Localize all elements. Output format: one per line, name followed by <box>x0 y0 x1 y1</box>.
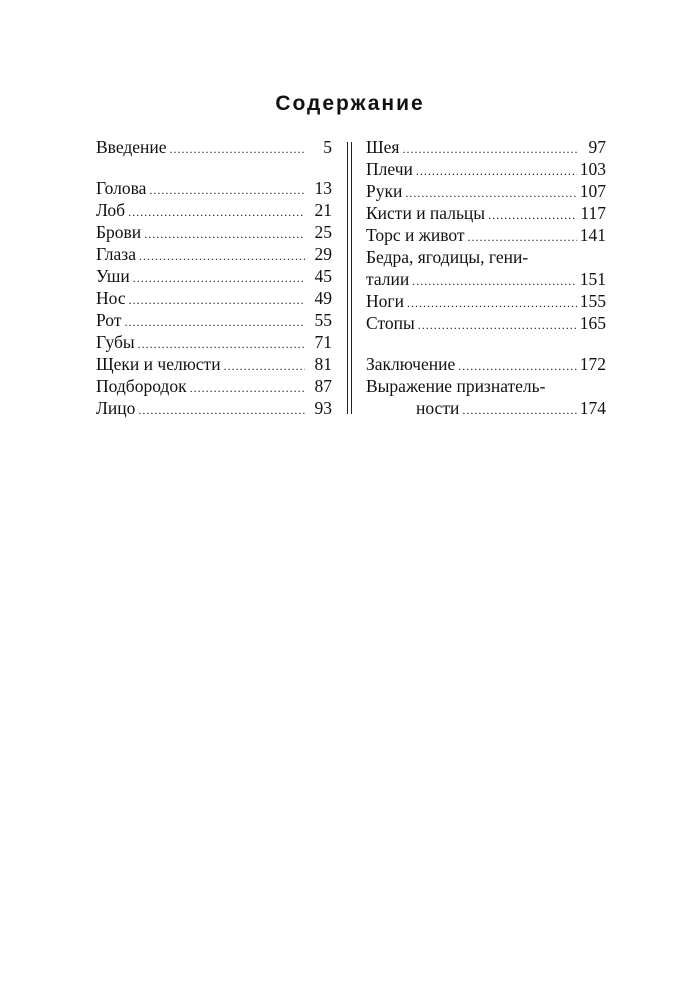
toc-entry-label: Ноги <box>366 291 404 311</box>
column-divider <box>347 142 352 414</box>
toc-entry-label: Лоб <box>96 200 126 220</box>
toc-entry-label: Щеки и челюсти <box>96 354 221 374</box>
toc-gap <box>366 334 606 353</box>
toc-entry[interactable] <box>96 375 332 397</box>
dot-leader <box>418 314 577 336</box>
toc-page-number: 81 <box>314 354 332 374</box>
toc-page-number: 49 <box>314 288 332 308</box>
toc-entry[interactable] <box>96 397 332 419</box>
toc-gap <box>96 158 332 177</box>
toc-entry[interactable] <box>96 309 332 331</box>
toc-entry[interactable] <box>366 202 606 224</box>
toc-page-number: 45 <box>314 266 332 286</box>
toc-entry-label: Введение <box>96 137 167 157</box>
dot-leader <box>224 355 305 377</box>
toc-page-number: 117 <box>580 203 606 223</box>
toc-page-number: 165 <box>579 313 606 333</box>
toc-entry-label: Нос <box>96 288 126 308</box>
dot-leader <box>407 292 577 314</box>
toc-entry[interactable] <box>96 287 332 309</box>
toc-entry[interactable] <box>366 158 606 180</box>
dot-leader <box>402 138 579 160</box>
dot-leader <box>138 399 305 421</box>
toc-entry-label: Брови <box>96 222 142 242</box>
dot-leader <box>124 311 305 333</box>
toc-entry-label: Стопы <box>366 313 415 333</box>
dot-leader <box>190 377 305 399</box>
dot-leader <box>129 289 305 311</box>
toc-page-number: 103 <box>579 159 606 179</box>
toc-entry[interactable] <box>96 177 332 199</box>
toc-right-column <box>366 136 606 419</box>
toc-page-number: 172 <box>579 354 606 374</box>
dot-leader <box>139 245 305 267</box>
dot-leader <box>488 204 577 226</box>
toc-entry-label: Голова <box>96 178 147 198</box>
toc-page-number: 87 <box>314 376 332 396</box>
toc-page-number: 151 <box>579 269 606 289</box>
toc-page-number: 21 <box>314 200 332 220</box>
dot-leader <box>170 138 305 160</box>
dot-leader <box>133 267 305 289</box>
toc-entry-label: Торс и живот <box>366 225 465 245</box>
toc-entry-label: Руки <box>366 181 403 201</box>
toc-entry-label: Шея <box>366 137 400 157</box>
toc-page-number: 13 <box>314 178 332 198</box>
toc-entry[interactable] <box>366 312 606 334</box>
dot-leader <box>458 355 577 377</box>
toc-entry-label-line1: Бедра, ягодицы, гени- <box>366 247 529 267</box>
toc-page-number: 93 <box>314 398 332 418</box>
toc-entry-hips[interactable] <box>366 268 606 290</box>
toc-entry[interactable] <box>96 199 332 221</box>
toc-entry-label: Подбородок <box>96 376 187 396</box>
toc-entry-label: Плечи <box>366 159 413 179</box>
dot-leader <box>462 399 576 421</box>
toc-page-number: 97 <box>588 137 606 157</box>
toc-page-number: 155 <box>579 291 606 311</box>
toc-left-column <box>96 136 332 419</box>
toc-entry-label-line2: талии <box>366 269 410 289</box>
toc-entry-intro[interactable] <box>96 136 332 158</box>
toc-entry[interactable] <box>96 353 332 375</box>
dot-leader <box>416 160 577 182</box>
dot-leader <box>468 226 577 248</box>
toc-entry[interactable] <box>96 331 332 353</box>
toc-entry[interactable] <box>366 180 606 202</box>
toc-page-number: 5 <box>323 137 332 157</box>
dot-leader <box>405 182 576 204</box>
dot-leader <box>144 223 305 245</box>
toc-entry[interactable] <box>366 290 606 312</box>
toc-page-number: 25 <box>314 222 332 242</box>
toc-entry-label: Губы <box>96 332 135 352</box>
toc-entry-label: Глаза <box>96 244 136 264</box>
toc-page-number: 107 <box>579 181 606 201</box>
toc-page-number: 141 <box>579 225 606 245</box>
dot-leader <box>412 270 577 292</box>
toc-page-number: 29 <box>314 244 332 264</box>
toc-page-number: 174 <box>579 398 606 418</box>
toc-page-number: 55 <box>314 310 332 330</box>
toc-entry-conclusion[interactable] <box>366 353 606 375</box>
dot-leader <box>138 333 305 355</box>
toc-entry-label: Кисти и пальцы <box>366 203 486 223</box>
page-title: Содержание <box>275 92 425 115</box>
toc-entry[interactable] <box>96 243 332 265</box>
toc-entry-label: Уши <box>96 266 130 286</box>
toc-entry-thanks[interactable] <box>366 397 606 419</box>
dot-leader <box>149 179 305 201</box>
toc-entry-label: Лицо <box>96 398 136 418</box>
toc-entry-label: Рот <box>96 310 122 330</box>
toc-entry[interactable] <box>96 221 332 243</box>
toc-entry-label-line1: Выражение признатель- <box>366 376 546 396</box>
toc-page-number: 71 <box>314 332 332 352</box>
toc-entry[interactable] <box>366 136 606 158</box>
toc-entry[interactable] <box>366 224 606 246</box>
toc-entry-label-line2: ности <box>416 398 460 418</box>
dot-leader <box>128 201 305 223</box>
toc-entry[interactable] <box>96 265 332 287</box>
toc-entry-label: Заключение <box>366 354 456 374</box>
